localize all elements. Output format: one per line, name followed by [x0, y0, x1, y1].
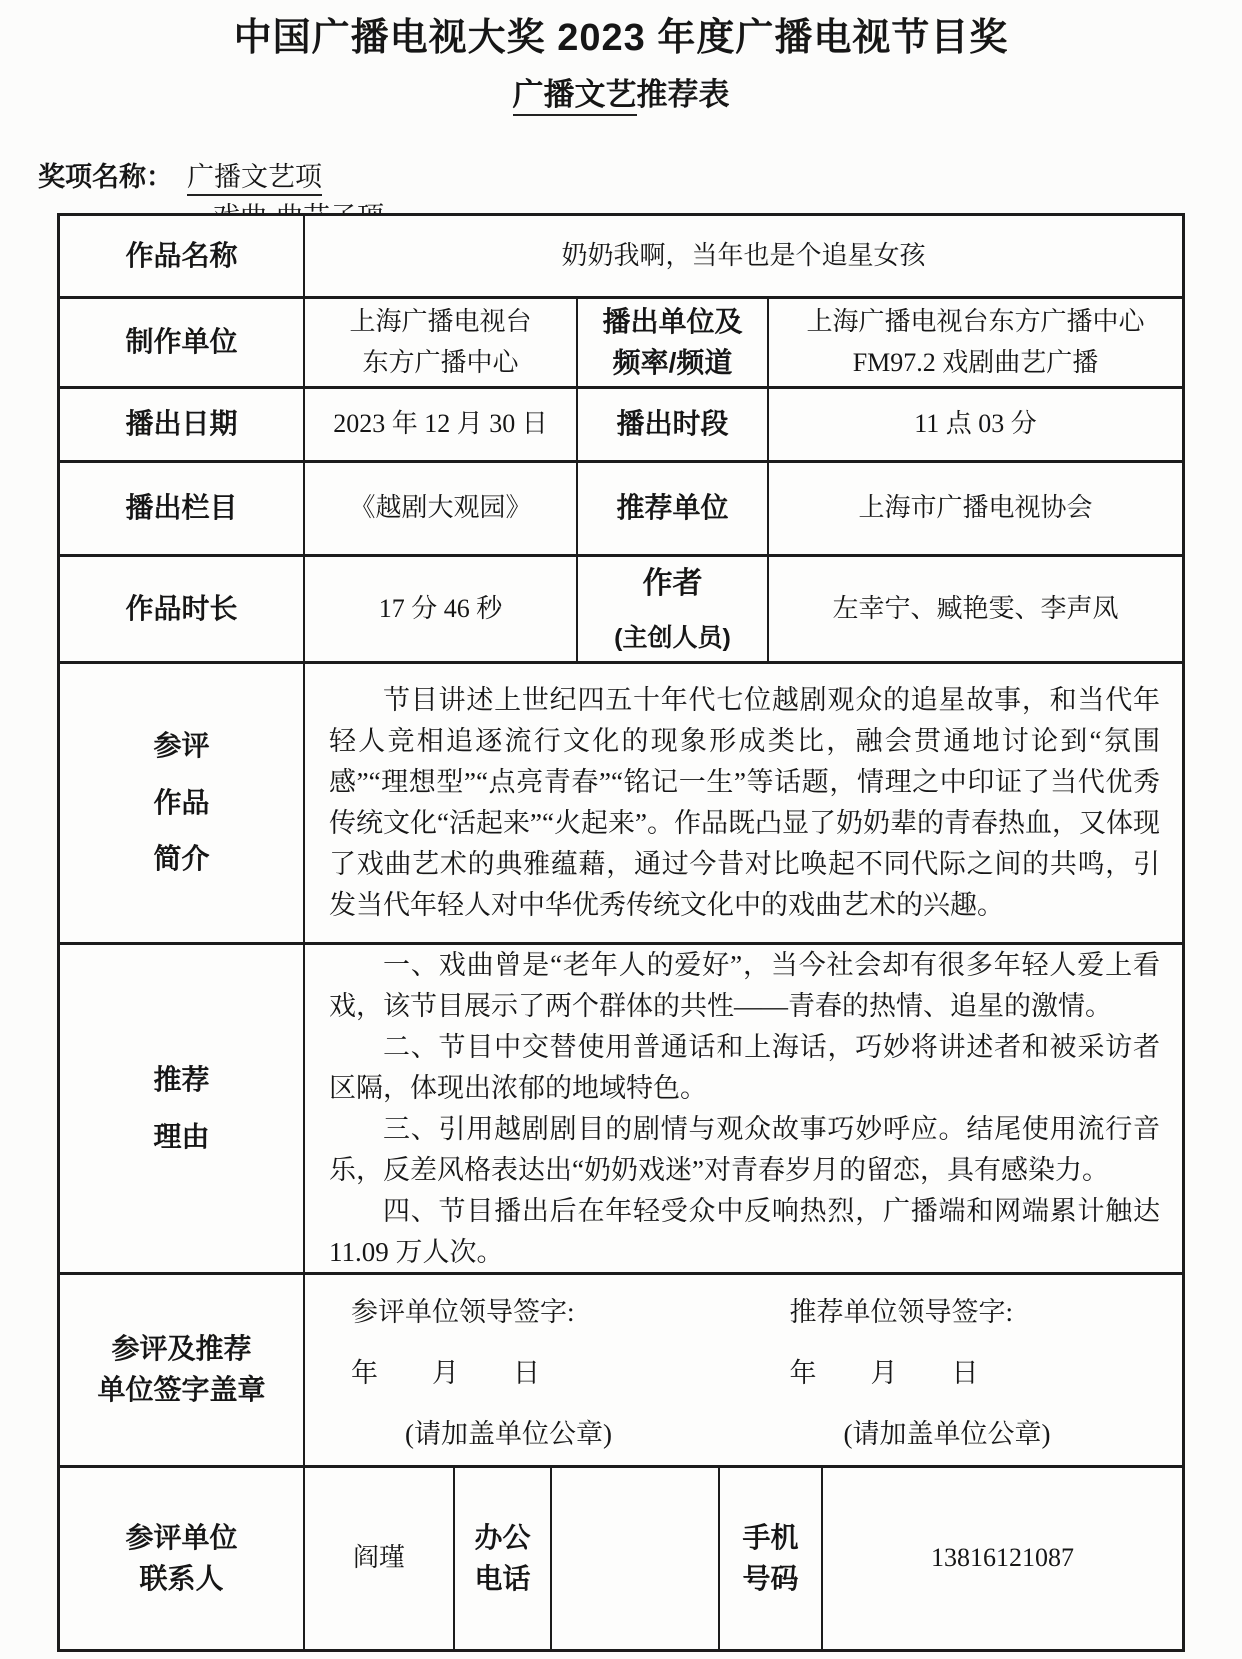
producer-label-cell	[60, 299, 303, 386]
row-work-name	[60, 216, 1182, 296]
broadcast-unit-label-line2: 频率/频道	[612, 346, 733, 378]
work-name-label-cell	[60, 216, 303, 296]
reason-item-2: 二、节目中交替使用普通话和上海话，巧妙将讲述者和被采访者区隔，体现出浓郁的地域特色。	[329, 1031, 1160, 1103]
air-time-value-cell	[767, 389, 1182, 460]
air-date-value-cell	[303, 389, 576, 460]
recommender-label-cell	[576, 463, 767, 554]
intro-label-cell	[60, 664, 303, 942]
signature-label-line1: 参评及推荐	[111, 1333, 252, 1365]
author-value-cell	[767, 557, 1182, 661]
row-contact	[60, 1465, 1182, 1649]
intro-paragraph: 节目讲述上世纪四五十年代七位越剧观众的追星故事，和当代年轻人竞相追逐流行文化的现象形成类比，融会贯通地讨论到“氛围感”“理想型”“点亮青春”“铭记一生”等话题，情理之中印证了当代优秀传统文化“活起来”“火起来”。作品既凸显了奶奶辈的青春热血，又体现了戏曲艺术的典雅蕴藉，通过今昔对比唤起不同代际之间的共鸣，引发当代年轻人对中华优秀传统文化中的戏曲艺术的兴趣。	[329, 685, 1160, 920]
author-label: 作者	[642, 567, 703, 601]
author-value: 左幸宁、臧艳雯、李声凤	[832, 593, 1119, 623]
row-air-date	[60, 386, 1182, 460]
row-reasons	[60, 942, 1182, 1272]
air-date-label-cell	[60, 389, 303, 460]
air-time-value: 11 点 03 分	[914, 409, 1037, 439]
mobile-value-cell	[821, 1468, 1182, 1649]
mobile-label-cell	[718, 1468, 821, 1649]
author-label-cell	[576, 557, 767, 661]
broadcast-unit-value-line2: FM97.2 戏剧曲艺广播	[852, 347, 1099, 377]
signature-label-line2: 单位签字盖章	[97, 1374, 266, 1405]
recommender-date-line: 年 月 日	[789, 1357, 979, 1388]
participant-seal-note: (请加盖单位公章)	[405, 1418, 612, 1449]
subtitle-rest-text: 推荐表	[636, 77, 730, 112]
recommender-value: 上海市广播电视协会	[858, 493, 1093, 523]
row-intro	[60, 661, 1182, 942]
work-name-value: 奶奶我啊，当年也是个追星女孩	[561, 240, 926, 270]
reason-item-3: 三、引用越剧剧目的剧情与观众故事巧妙呼应。结尾使用流行音乐，反差风格表达出“奶奶戏迷”对青春岁月的留恋，具有感染力。	[329, 1113, 1160, 1185]
recommender-seal-note: (请加盖单位公章)	[843, 1418, 1051, 1449]
air-time-label: 播出时段	[616, 408, 729, 440]
reasons-label-line2: 理由	[153, 1120, 210, 1152]
duration-label-cell	[60, 557, 303, 661]
contact-name-cell	[303, 1468, 453, 1649]
page-subtitle	[0, 69, 1242, 114]
contact-label-line1: 参评单位	[125, 1521, 238, 1553]
duration-value-cell	[303, 557, 576, 661]
air-time-label-cell	[576, 389, 767, 460]
air-date-label: 播出日期	[125, 408, 238, 440]
air-date-value: 2023 年 12 月 30 日	[333, 409, 548, 439]
award-name-label: 奖项名称：	[38, 162, 173, 192]
office-phone-value-cell	[550, 1468, 718, 1649]
program-value: 《越剧大观园》	[349, 493, 532, 523]
broadcast-unit-label-line1: 播出单位及	[602, 305, 743, 337]
duration-label: 作品时长	[125, 592, 238, 624]
intro-label-line1: 参评	[153, 729, 210, 761]
duration-value: 17 分 46 秒	[378, 593, 503, 623]
program-value-cell	[303, 463, 576, 554]
work-name-label: 作品名称	[125, 239, 238, 271]
recommender-signature-block	[744, 1275, 1183, 1465]
row-signature	[60, 1272, 1182, 1465]
producer-label: 制作单位	[125, 326, 238, 358]
producer-value-cell	[303, 299, 576, 386]
mobile-value: 13816121087	[931, 1543, 1074, 1573]
intro-text-cell	[303, 664, 1182, 942]
producer-value-line2: 东方广播中心	[362, 347, 519, 377]
mobile-label-line1: 手机	[742, 1521, 799, 1553]
program-label-cell	[60, 463, 303, 554]
reasons-text-cell	[303, 945, 1182, 1272]
recommender-sign-line: 推荐单位领导签字:	[789, 1296, 1014, 1327]
author-sublabel: (主创人员)	[614, 623, 731, 652]
reason-item-1: 一、戏曲曾是“老年人的爱好”，当今社会却有很多年轻人爱上看戏，该节目展示了两个群体的共性——青春的热情、追星的激情。	[329, 949, 1160, 1021]
work-name-value-cell	[303, 216, 1182, 296]
award-name-value1: 广播文艺项	[187, 162, 322, 196]
signature-content-cell	[303, 1275, 1182, 1465]
contact-label-cell	[60, 1468, 303, 1649]
signature-label-cell	[60, 1275, 303, 1465]
office-phone-label-cell	[453, 1468, 550, 1649]
contact-label-line2: 联系人	[139, 1562, 224, 1594]
mobile-label-line2: 号码	[742, 1562, 799, 1594]
reasons-label-line1: 推荐	[153, 1063, 210, 1095]
reasons-label-cell	[60, 945, 303, 1272]
producer-value-line1: 上海广播电视台	[349, 307, 532, 337]
participant-signature-block	[305, 1275, 744, 1465]
office-phone-label-line2: 电话	[474, 1562, 531, 1594]
participant-date-line: 年 月 日	[351, 1357, 540, 1388]
contact-name: 阎瑾	[352, 1543, 405, 1573]
reason-item-4: 四、节目播出后在年轻受众中反响热烈，广播端和网端累计触达11.09 万人次。	[329, 1195, 1160, 1267]
row-duration	[60, 554, 1182, 661]
intro-label-line2: 作品	[153, 786, 210, 818]
row-producer	[60, 296, 1182, 386]
program-label: 播出栏目	[125, 492, 238, 524]
subtitle-underlined-text: 广播文艺	[513, 77, 637, 116]
office-phone-label-line1: 办公	[474, 1521, 531, 1553]
award-name-line1	[38, 158, 1242, 196]
recommendation-form-table	[57, 213, 1185, 1652]
participant-sign-line: 参评单位领导签字:	[351, 1296, 575, 1327]
intro-label-line3: 简介	[153, 843, 210, 875]
page-title: 中国广播电视大奖 2023 年度广播电视节目奖	[233, 17, 1009, 59]
recommender-value-cell	[767, 463, 1182, 554]
row-program	[60, 460, 1182, 554]
broadcast-unit-label-cell	[576, 299, 767, 386]
recommender-label: 推荐单位	[616, 492, 729, 524]
broadcast-unit-value-cell	[767, 299, 1182, 386]
broadcast-unit-value-line1: 上海广播电视台东方广播中心	[806, 307, 1145, 337]
